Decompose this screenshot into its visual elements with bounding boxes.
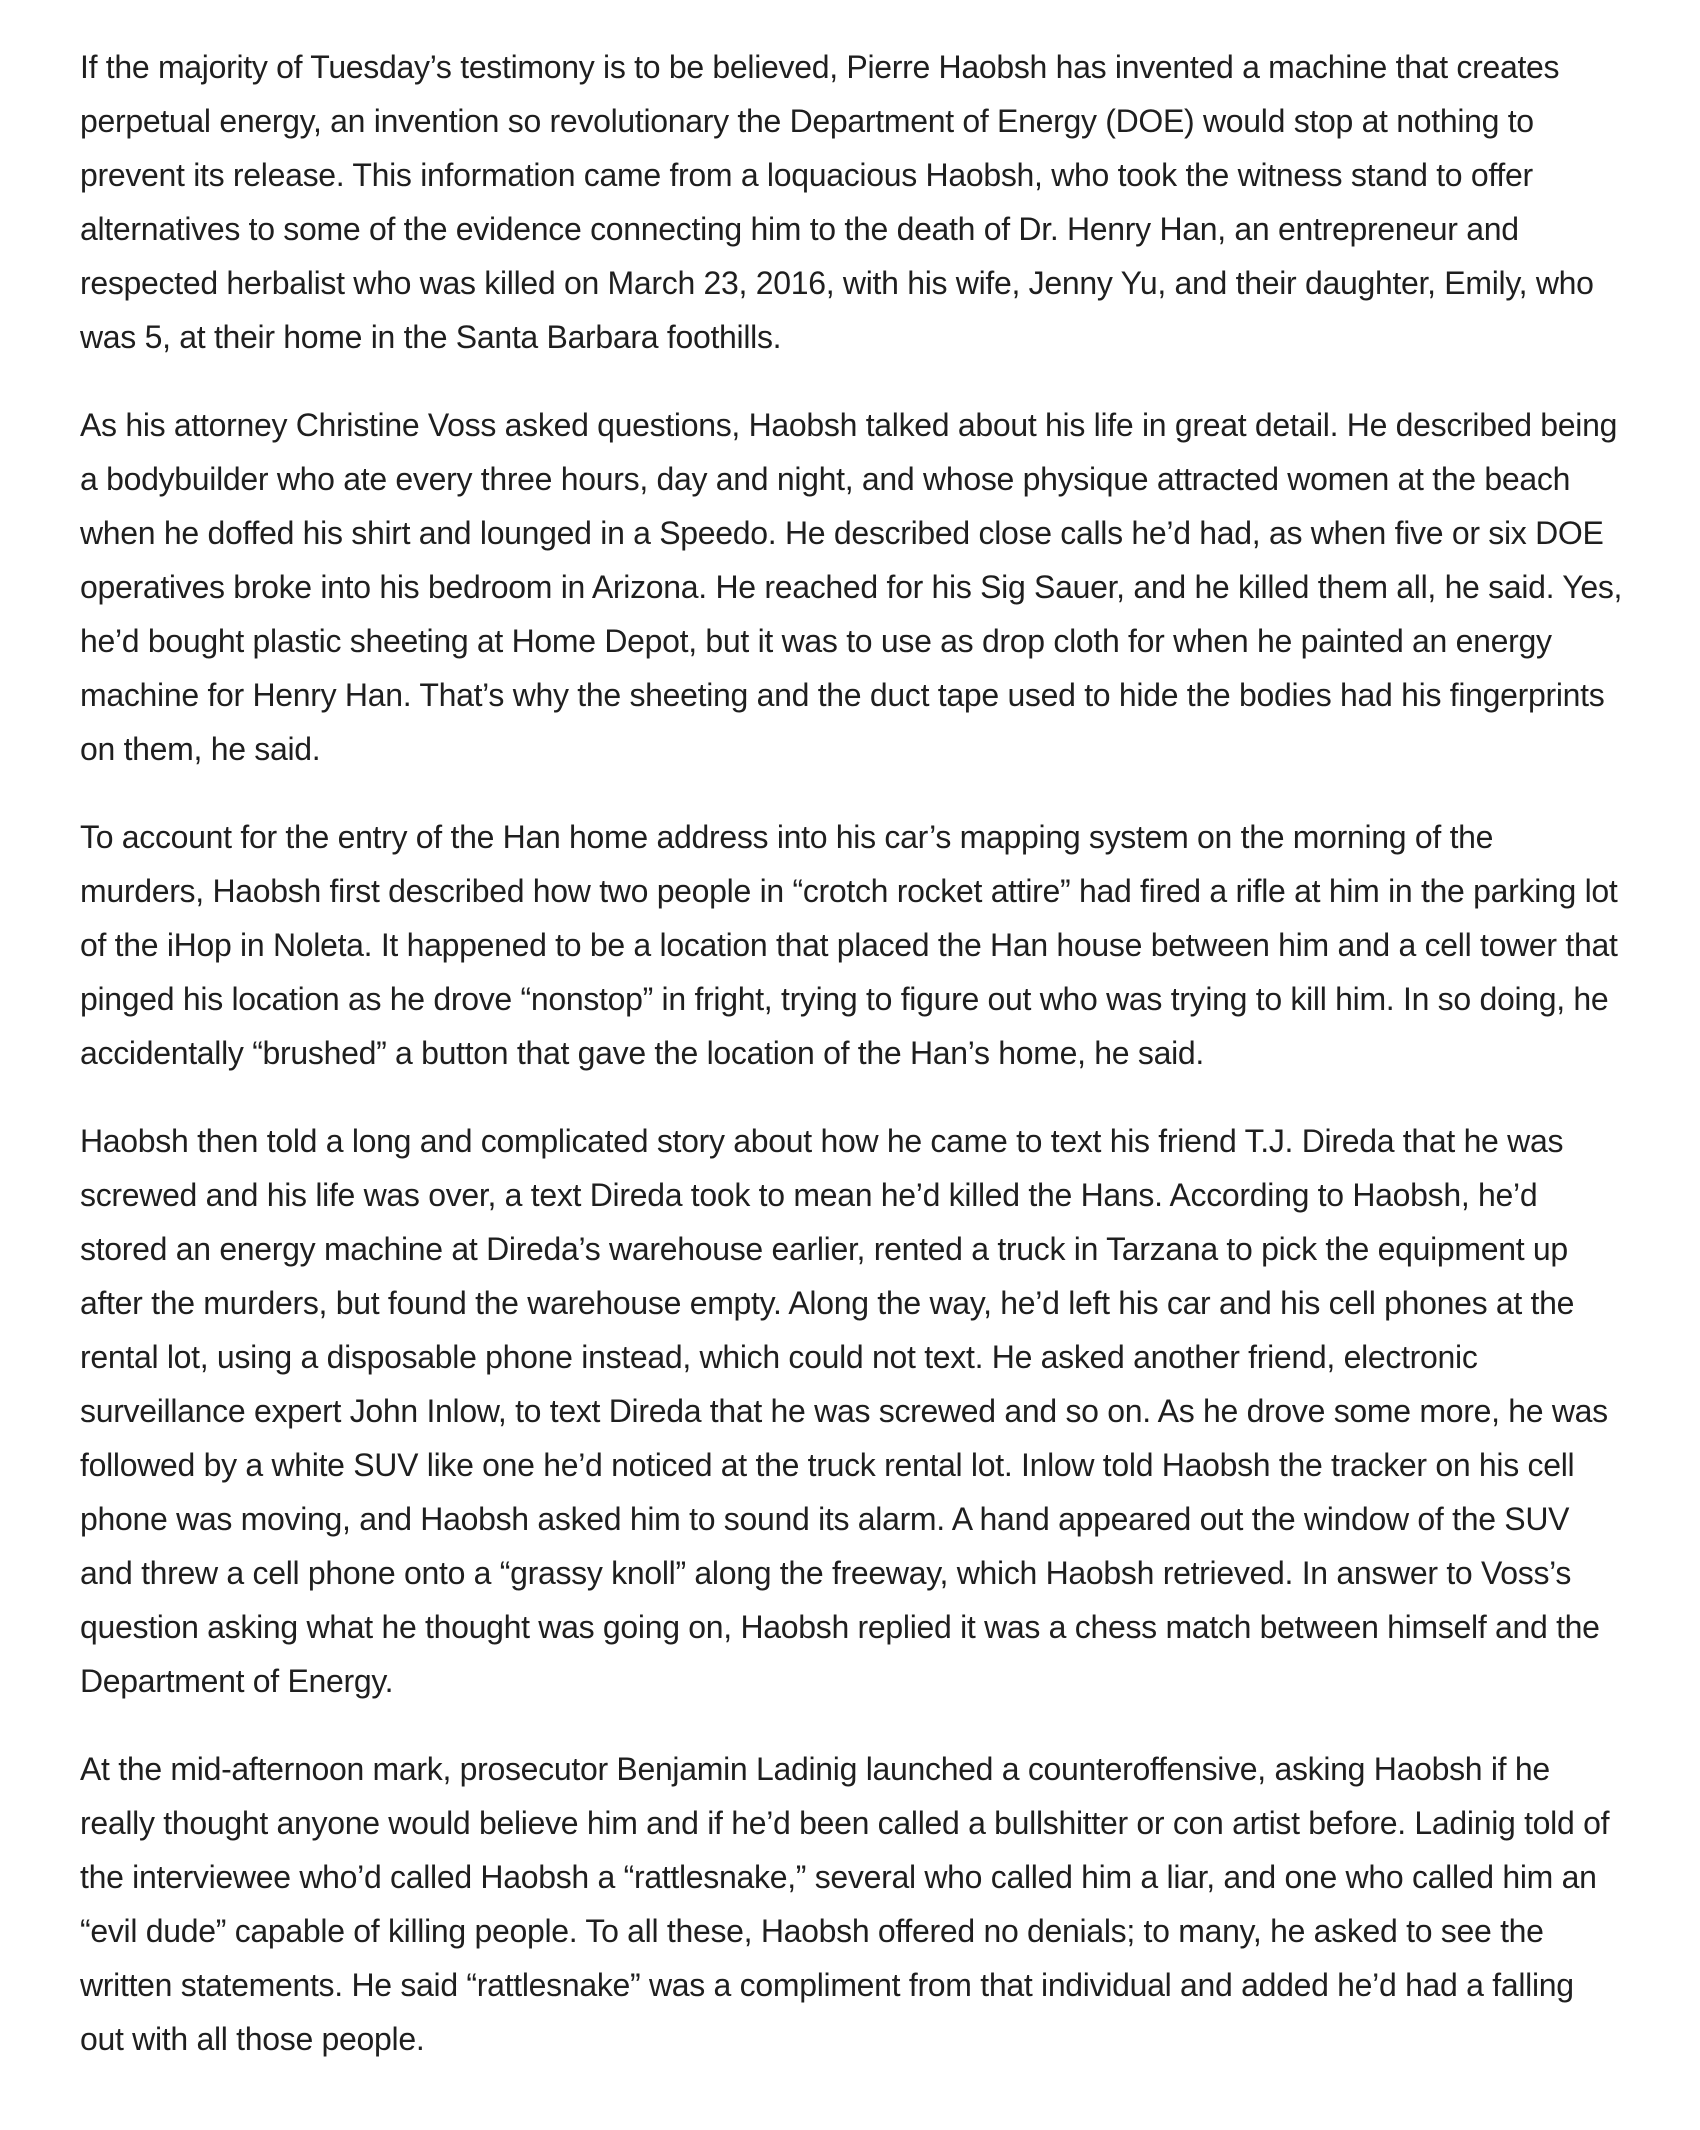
- paragraph-testimony-intro: If the majority of Tuesday’s testimony is to be believed, Pierre Haobsh has invented a machine that creates perpetual energy, an invention so revolutionary the Department of Energy (DOE) would stop at nothing to prevent its release. This information came from a loquacious Haobsh, who took the witness stand to offer alternatives to some of the evidence connecting him to the death of Dr. Henry Han, an entrepreneur and respected herbalist who was killed on March 23, 2016, with his wife, Jenny Yu, and their daughter, Emily, who was 5, at their home in the Santa Barbara foothills.: [80, 49, 1594, 355]
- paragraph-cross-examination: At the mid-afternoon mark, prosecutor Benjamin Ladinig launched a counteroffensive, asking Haobsh if he really thought anyone would believe him and if he’d been called a bullshitter or con artist before. Ladinig told of the interviewee who’d called Haobsh a “rattlesnake,” several who called him a liar, and one who called him an “evil dude” capable of killing people. To all these, Haobsh offered no denials; to many, he asked to see the written statements. He said “rattlesnake” was a compliment from that individual and added he’d had a falling out with all those people.: [80, 1751, 1610, 2057]
- paragraph-life-details: As his attorney Christine Voss asked questions, Haobsh talked about his life in great detail. He described being a bodybuilder who ate every three hours, day and night, and whose physique attracted women at the beach when he doffed his shirt and lounged in a Speedo. He described close calls he’d had, as when five or six DOE operatives broke into his bedroom in Arizona. He reached for his Sig Sauer, and he killed them all, he said. Yes, he’d bought plastic sheeting at Home Depot, but it was to use as drop cloth for when he painted an energy machine for Henry Han. That’s why the sheeting and the duct tape used to hide the bodies had his fingerprints on them, he said.: [80, 407, 1623, 767]
- paragraph-text-story: Haobsh then told a long and complicated story about how he came to text his friend T.J. Direda that he was screwed and his life was over, a text Direda took to mean he’d killed the Hans. According to Haobsh, he’d stored an energy machine at Direda’s warehouse earlier, rented a truck in Tarzana to pick the equipment up after the murders, but found the warehouse empty. Along the way, he’d left his car and his cell phones at the rental lot, using a disposable phone instead, which could not text. He asked another friend, electronic surveillance expert John Inlow, to text Direda that he was screwed and so on. As he drove some more, he was followed by a white SUV like one he’d noticed at the truck rental lot. Inlow told Haobsh the tracker on his cell phone was moving, and Haobsh asked him to sound its alarm. A hand appeared out the window of the SUV and threw a cell phone onto a “grassy knoll” along the freeway, which Haobsh retrieved. In answer to Voss’s question asking what he thought was going on, Haobsh replied it was a chess match between himself and the Department of Energy.: [80, 1123, 1608, 1699]
- article-body: [80, 40, 1625, 2100]
- paragraph-mapping-system: To account for the entry of the Han home address into his car’s mapping system on the morning of the murders, Haobsh first described how two people in “crotch rocket attire” had fired a rifle at him in the parking lot of the iHop in Noleta. It happened to be a location that placed the Han house between him and a cell tower that pinged his location as he drove “nonstop” in fright, trying to figure out who was trying to kill him. In so doing, he accidentally “brushed” a button that gave the location of the Han’s home, he said.: [80, 819, 1618, 1071]
